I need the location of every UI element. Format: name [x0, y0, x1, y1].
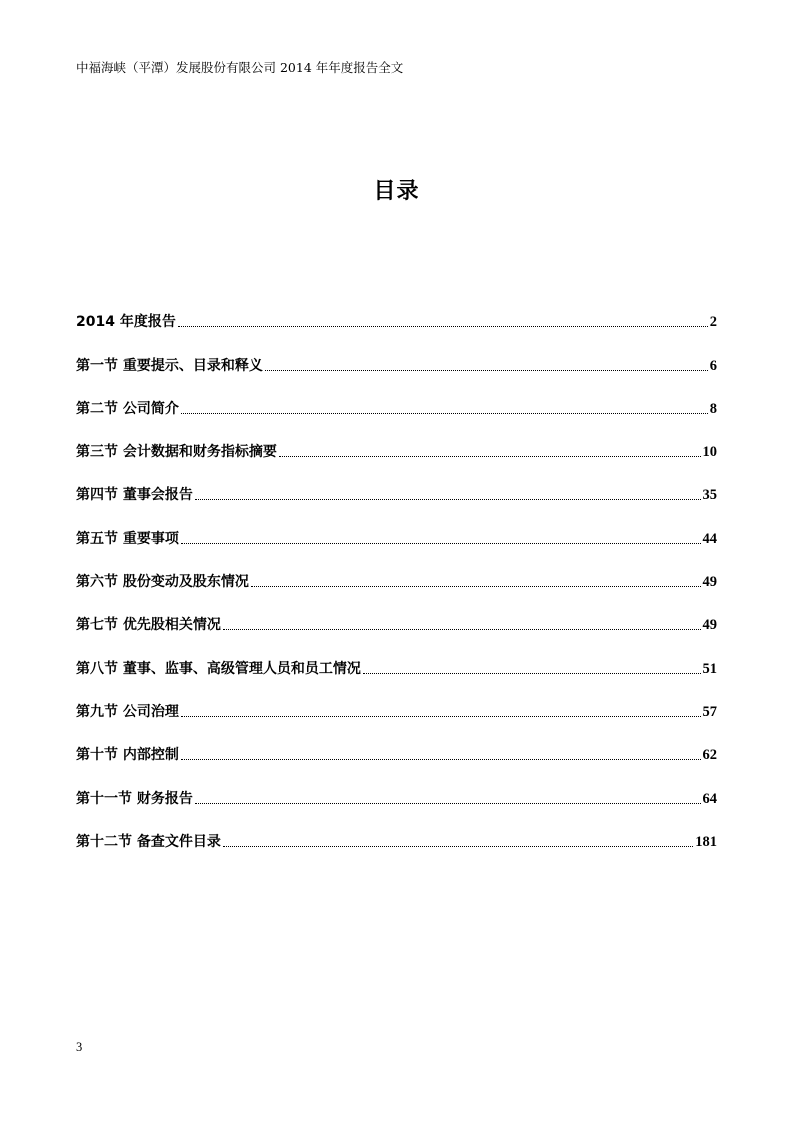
- toc-entry[interactable]: [76, 636, 717, 679]
- page-number: 3: [76, 1040, 83, 1054]
- toc-entry[interactable]: [76, 506, 717, 549]
- toc-entry[interactable]: [76, 290, 717, 333]
- toc-entry-page: 44: [702, 530, 717, 547]
- toc-entry-page: 8: [709, 400, 717, 417]
- toc-entry[interactable]: [76, 680, 717, 723]
- toc-entry-label: 第四节 董事会报告: [76, 487, 193, 504]
- dot-leader: [223, 845, 693, 847]
- toc-entry[interactable]: [76, 420, 717, 463]
- dot-leader: [223, 628, 701, 630]
- toc-entry-page: 51: [702, 660, 717, 677]
- dot-leader: [181, 412, 708, 414]
- toc-entry-label: 第九节 公司治理: [76, 703, 179, 720]
- toc-entry-page: 64: [702, 790, 717, 807]
- toc-entry-page: 62: [702, 747, 717, 764]
- toc-entry-page: 57: [702, 703, 717, 720]
- toc-entry-page: 49: [702, 574, 717, 591]
- toc-entry-page: 10: [702, 444, 717, 461]
- toc-entry-page: 35: [702, 487, 717, 504]
- toc-entry-label: 第一节 重要提示、目录和释义: [76, 357, 263, 374]
- toc-entry[interactable]: [76, 593, 717, 636]
- toc-entry[interactable]: [76, 550, 717, 593]
- toc-entry-label: 第五节 重要事项: [76, 530, 179, 547]
- toc-entry-label: 2014 年度报告: [76, 314, 176, 331]
- toc-entry[interactable]: [76, 333, 717, 376]
- dot-leader: [195, 498, 701, 500]
- toc-entry-label: 第七节 优先股相关情况: [76, 617, 221, 634]
- toc-entry-label: 第六节 股份变动及股东情况: [76, 574, 249, 591]
- running-header: 中福海峡（平潭）发展股份有限公司 2014 年年度报告全文: [76, 60, 404, 75]
- dot-leader: [181, 758, 701, 760]
- dot-leader: [181, 715, 701, 717]
- toc-entry-label: 第十节 内部控制: [76, 747, 179, 764]
- toc-entry[interactable]: [76, 463, 717, 506]
- toc-entry-label: 第十二节 备查文件目录: [76, 833, 221, 850]
- toc-entry[interactable]: [76, 723, 717, 766]
- toc-entry[interactable]: [76, 766, 717, 809]
- dot-leader: [279, 455, 701, 457]
- toc-entry-label: 第十一节 财务报告: [76, 790, 193, 807]
- toc-entry-label: 第二节 公司简介: [76, 400, 179, 417]
- page-title: 目录: [373, 179, 420, 204]
- toc-entry-label: 第三节 会计数据和财务指标摘要: [76, 444, 277, 461]
- toc-entry[interactable]: [76, 377, 717, 420]
- toc-entry-label: 第八节 董事、监事、高级管理人员和员工情况: [76, 660, 361, 677]
- toc-entry-page: 181: [695, 833, 717, 850]
- toc-entry-page: 2: [709, 314, 717, 331]
- dot-leader: [251, 585, 701, 587]
- dot-leader: [363, 672, 701, 674]
- dot-leader: [195, 802, 701, 804]
- toc-entry-page: 6: [709, 357, 717, 374]
- toc-entry[interactable]: [76, 810, 717, 853]
- dot-leader: [181, 542, 701, 544]
- toc-entry-page: 49: [702, 617, 717, 634]
- dot-leader: [265, 369, 708, 371]
- table-of-contents: [76, 290, 717, 853]
- dot-leader: [178, 325, 708, 327]
